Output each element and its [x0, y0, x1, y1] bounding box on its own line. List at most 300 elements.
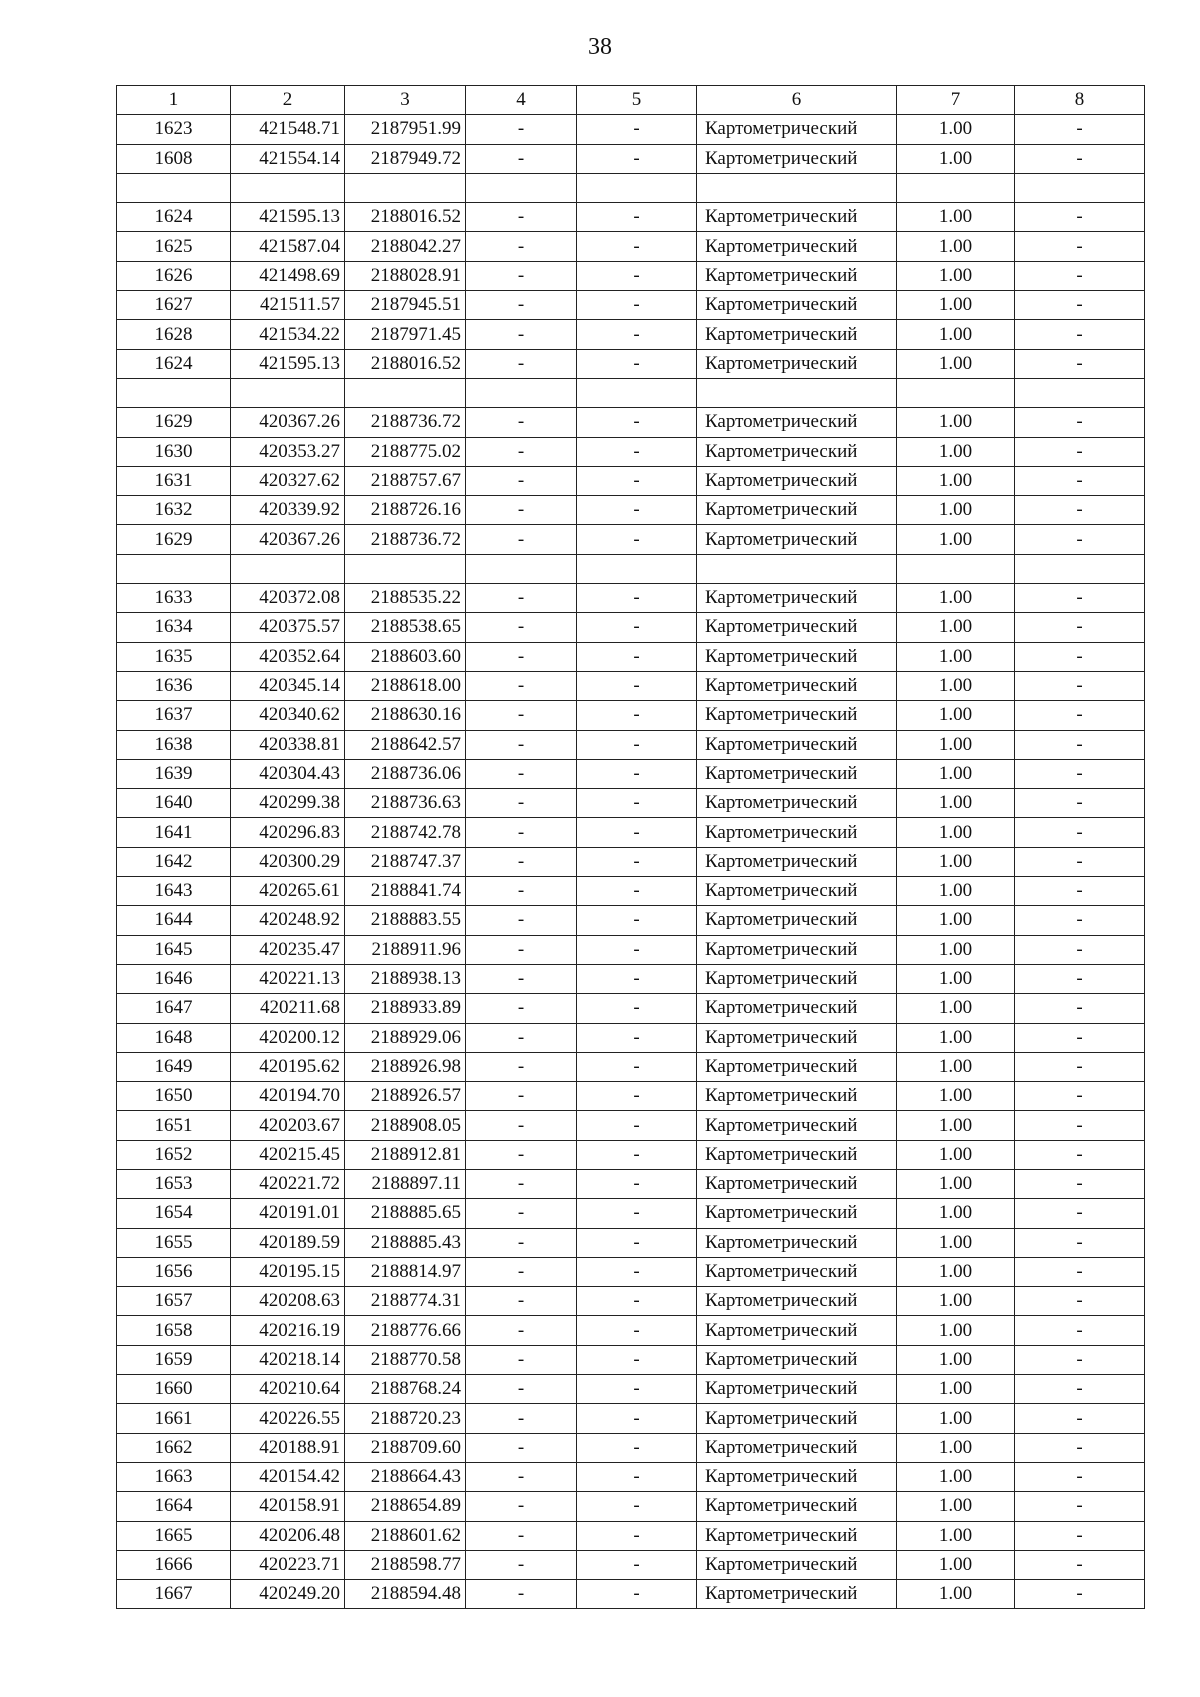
cell-point-number: 1638 [117, 730, 231, 759]
cell-x-coordinate: 420206.48 [231, 1521, 345, 1550]
cell-col-8 [1015, 173, 1145, 202]
table-row [117, 847, 1145, 876]
cell-x-coordinate: 421498.69 [231, 261, 345, 290]
cell-accuracy [897, 554, 1015, 583]
cell-accuracy: 1.00 [897, 906, 1015, 935]
cell-method: Картометрический [697, 730, 897, 759]
separator-row [117, 554, 1145, 583]
cell-accuracy: 1.00 [897, 789, 1015, 818]
cell-col-5: - [577, 320, 697, 349]
cell-accuracy: 1.00 [897, 466, 1015, 495]
cell-col-5: - [577, 584, 697, 613]
cell-method: Картометрический [697, 1023, 897, 1052]
cell-y-coordinate: 2188720.23 [345, 1404, 466, 1433]
cell-method: Картометрический [697, 496, 897, 525]
cell-x-coordinate: 420249.20 [231, 1580, 345, 1609]
table-row [117, 789, 1145, 818]
cell-col-8: - [1015, 847, 1145, 876]
cell-col-8: - [1015, 466, 1145, 495]
cell-method: Картометрический [697, 1199, 897, 1228]
cell-y-coordinate: 2188775.02 [345, 437, 466, 466]
cell-point-number: 1637 [117, 701, 231, 730]
cell-method: Картометрический [697, 261, 897, 290]
cell-point-number: 1664 [117, 1492, 231, 1521]
cell-accuracy: 1.00 [897, 1492, 1015, 1521]
cell-point-number: 1655 [117, 1228, 231, 1257]
cell-x-coordinate: 420195.62 [231, 1052, 345, 1081]
cell-y-coordinate: 2188736.72 [345, 525, 466, 554]
table-row [117, 1550, 1145, 1579]
cell-point-number: 1650 [117, 1082, 231, 1111]
cell-accuracy: 1.00 [897, 1316, 1015, 1345]
page-number: 38 [588, 34, 612, 60]
cell-accuracy: 1.00 [897, 1375, 1015, 1404]
cell-col-8: - [1015, 1316, 1145, 1345]
cell-y-coordinate: 2188885.43 [345, 1228, 466, 1257]
cell-col-8: - [1015, 1462, 1145, 1491]
cell-x-coordinate: 420189.59 [231, 1228, 345, 1257]
column-header-6: 6 [697, 86, 897, 115]
table-row [117, 525, 1145, 554]
cell-point-number: 1660 [117, 1375, 231, 1404]
cell-point-number: 1629 [117, 525, 231, 554]
cell-point-number: 1626 [117, 261, 231, 290]
cell-col-4: - [466, 847, 577, 876]
cell-method: Картометрический [697, 1169, 897, 1198]
cell-y-coordinate: 2188535.22 [345, 584, 466, 613]
cell-col-5: - [577, 1052, 697, 1081]
cell-method: Картометрический [697, 466, 897, 495]
cell-accuracy: 1.00 [897, 1111, 1015, 1140]
cell-x-coordinate: 421587.04 [231, 232, 345, 261]
table-row [117, 730, 1145, 759]
table-row [117, 1169, 1145, 1198]
cell-point-number: 1640 [117, 789, 231, 818]
cell-accuracy: 1.00 [897, 203, 1015, 232]
cell-point-number: 1624 [117, 349, 231, 378]
cell-x-coordinate: 420203.67 [231, 1111, 345, 1140]
cell-y-coordinate: 2188028.91 [345, 261, 466, 290]
cell-accuracy: 1.00 [897, 1082, 1015, 1111]
cell-col-4: - [466, 115, 577, 144]
table-body [117, 115, 1145, 1609]
cell-col-4: - [466, 877, 577, 906]
cell-accuracy: 1.00 [897, 1462, 1015, 1491]
cell-col-4: - [466, 466, 577, 495]
cell-y-coordinate: 2188768.24 [345, 1375, 466, 1404]
cell-col-4 [466, 173, 577, 202]
cell-y-coordinate: 2188926.57 [345, 1082, 466, 1111]
cell-y-coordinate: 2188933.89 [345, 994, 466, 1023]
table-row [117, 964, 1145, 993]
cell-y-coordinate: 2188726.16 [345, 496, 466, 525]
cell-col-8: - [1015, 1404, 1145, 1433]
table-row [117, 877, 1145, 906]
cell-x-coordinate: 420299.38 [231, 789, 345, 818]
cell-x-coordinate: 420191.01 [231, 1199, 345, 1228]
cell-col-5: - [577, 1082, 697, 1111]
cell-point-number: 1647 [117, 994, 231, 1023]
cell-col-5 [577, 378, 697, 407]
cell-point-number: 1625 [117, 232, 231, 261]
table-row [117, 701, 1145, 730]
cell-point-number: 1654 [117, 1199, 231, 1228]
cell-accuracy: 1.00 [897, 935, 1015, 964]
cell-col-5: - [577, 994, 697, 1023]
cell-accuracy: 1.00 [897, 437, 1015, 466]
cell-x-coordinate: 421548.71 [231, 115, 345, 144]
cell-x-coordinate: 421554.14 [231, 144, 345, 173]
cell-y-coordinate: 2188908.05 [345, 1111, 466, 1140]
cell-method: Картометрический [697, 1462, 897, 1491]
separator-row [117, 173, 1145, 202]
cell-col-5: - [577, 349, 697, 378]
cell-col-4: - [466, 1023, 577, 1052]
table-row [117, 1492, 1145, 1521]
cell-y-coordinate: 2188885.65 [345, 1199, 466, 1228]
cell-method: Картометрический [697, 1580, 897, 1609]
cell-col-5: - [577, 1580, 697, 1609]
cell-col-8: - [1015, 994, 1145, 1023]
column-header-8: 8 [1015, 86, 1145, 115]
cell-point-number: 1627 [117, 291, 231, 320]
cell-accuracy [897, 173, 1015, 202]
cell-col-4: - [466, 818, 577, 847]
cell-accuracy: 1.00 [897, 496, 1015, 525]
cell-col-5: - [577, 759, 697, 788]
cell-col-8: - [1015, 437, 1145, 466]
cell-accuracy: 1.00 [897, 261, 1015, 290]
cell-accuracy: 1.00 [897, 1287, 1015, 1316]
coordinates-table [116, 85, 1145, 1609]
cell-col-4: - [466, 1521, 577, 1550]
cell-col-8: - [1015, 496, 1145, 525]
cell-method: Картометрический [697, 232, 897, 261]
cell-method: Картометрический [697, 1082, 897, 1111]
cell-col-4: - [466, 935, 577, 964]
cell-col-5: - [577, 408, 697, 437]
cell-col-4: - [466, 789, 577, 818]
cell-accuracy: 1.00 [897, 232, 1015, 261]
column-header-5: 5 [577, 86, 697, 115]
cell-point-number: 1639 [117, 759, 231, 788]
cell-point-number: 1649 [117, 1052, 231, 1081]
column-header-2: 2 [231, 86, 345, 115]
cell-x-coordinate: 421595.13 [231, 203, 345, 232]
cell-method: Картометрический [697, 701, 897, 730]
cell-x-coordinate: 420353.27 [231, 437, 345, 466]
cell-col-8: - [1015, 1433, 1145, 1462]
cell-x-coordinate: 421595.13 [231, 349, 345, 378]
cell-accuracy: 1.00 [897, 701, 1015, 730]
cell-accuracy: 1.00 [897, 1580, 1015, 1609]
cell-col-5: - [577, 1111, 697, 1140]
cell-x-coordinate [231, 378, 345, 407]
cell-x-coordinate: 420216.19 [231, 1316, 345, 1345]
cell-y-coordinate: 2188603.60 [345, 642, 466, 671]
table-row [117, 1228, 1145, 1257]
cell-method: Картометрический [697, 1111, 897, 1140]
table-row [117, 1287, 1145, 1316]
cell-method: Картометрический [697, 877, 897, 906]
cell-col-8: - [1015, 291, 1145, 320]
table-row [117, 466, 1145, 495]
cell-point-number: 1659 [117, 1345, 231, 1374]
cell-col-4: - [466, 437, 577, 466]
cell-point-number: 1656 [117, 1257, 231, 1286]
cell-accuracy: 1.00 [897, 1169, 1015, 1198]
cell-x-coordinate: 420208.63 [231, 1287, 345, 1316]
cell-point-number: 1646 [117, 964, 231, 993]
cell-col-8: - [1015, 144, 1145, 173]
cell-col-5: - [577, 1550, 697, 1579]
cell-y-coordinate: 2188747.37 [345, 847, 466, 876]
cell-col-5: - [577, 906, 697, 935]
cell-y-coordinate: 2187945.51 [345, 291, 466, 320]
cell-x-coordinate: 420367.26 [231, 408, 345, 437]
cell-col-8 [1015, 554, 1145, 583]
cell-col-8: - [1015, 1140, 1145, 1169]
cell-x-coordinate: 420235.47 [231, 935, 345, 964]
column-header-1: 1 [117, 86, 231, 115]
table-header [117, 86, 1145, 115]
cell-point-number: 1608 [117, 144, 231, 173]
cell-accuracy: 1.00 [897, 818, 1015, 847]
cell-point-number [117, 173, 231, 202]
cell-x-coordinate: 420340.62 [231, 701, 345, 730]
cell-col-8: - [1015, 1345, 1145, 1374]
column-header-7: 7 [897, 86, 1015, 115]
cell-col-5: - [577, 730, 697, 759]
cell-y-coordinate [345, 173, 466, 202]
cell-y-coordinate: 2188016.52 [345, 203, 466, 232]
cell-y-coordinate: 2188736.72 [345, 408, 466, 437]
cell-point-number: 1652 [117, 1140, 231, 1169]
cell-method: Картометрический [697, 759, 897, 788]
cell-method: Картометрический [697, 1404, 897, 1433]
cell-point-number: 1657 [117, 1287, 231, 1316]
cell-x-coordinate: 420188.91 [231, 1433, 345, 1462]
cell-x-coordinate: 421511.57 [231, 291, 345, 320]
cell-col-8: - [1015, 1199, 1145, 1228]
cell-col-8: - [1015, 1375, 1145, 1404]
cell-col-4: - [466, 584, 577, 613]
cell-point-number: 1629 [117, 408, 231, 437]
cell-method: Картометрический [697, 349, 897, 378]
cell-method: Картометрический [697, 525, 897, 554]
table-row [117, 349, 1145, 378]
cell-col-5: - [577, 701, 697, 730]
cell-col-4: - [466, 1580, 577, 1609]
cell-col-5 [577, 173, 697, 202]
cell-accuracy: 1.00 [897, 1345, 1015, 1374]
cell-x-coordinate: 420345.14 [231, 671, 345, 700]
cell-point-number: 1624 [117, 203, 231, 232]
cell-col-8 [1015, 378, 1145, 407]
cell-point-number: 1643 [117, 877, 231, 906]
cell-col-4: - [466, 701, 577, 730]
cell-col-4: - [466, 759, 577, 788]
cell-col-4: - [466, 1052, 577, 1081]
cell-col-8: - [1015, 1111, 1145, 1140]
table-row [117, 1257, 1145, 1286]
cell-y-coordinate: 2188938.13 [345, 964, 466, 993]
cell-method: Картометрический [697, 437, 897, 466]
cell-point-number: 1623 [117, 115, 231, 144]
cell-y-coordinate: 2188642.57 [345, 730, 466, 759]
cell-col-8: - [1015, 1169, 1145, 1198]
cell-col-8: - [1015, 671, 1145, 700]
cell-x-coordinate: 420218.14 [231, 1345, 345, 1374]
cell-point-number: 1635 [117, 642, 231, 671]
cell-x-coordinate: 420210.64 [231, 1375, 345, 1404]
cell-y-coordinate: 2187949.72 [345, 144, 466, 173]
table-row [117, 203, 1145, 232]
cell-method: Картометрический [697, 1228, 897, 1257]
cell-y-coordinate: 2188042.27 [345, 232, 466, 261]
cell-col-5: - [577, 1169, 697, 1198]
cell-col-8: - [1015, 964, 1145, 993]
cell-accuracy: 1.00 [897, 1052, 1015, 1081]
cell-col-8: - [1015, 1228, 1145, 1257]
cell-col-5: - [577, 203, 697, 232]
table-row [117, 1052, 1145, 1081]
cell-col-5: - [577, 1257, 697, 1286]
cell-accuracy: 1.00 [897, 291, 1015, 320]
cell-method: Картометрический [697, 847, 897, 876]
cell-accuracy: 1.00 [897, 994, 1015, 1023]
cell-col-8: - [1015, 525, 1145, 554]
cell-x-coordinate: 420226.55 [231, 1404, 345, 1433]
cell-col-5: - [577, 818, 697, 847]
table-row [117, 496, 1145, 525]
table-row [117, 671, 1145, 700]
table-row [117, 291, 1145, 320]
cell-accuracy: 1.00 [897, 847, 1015, 876]
cell-y-coordinate: 2188601.62 [345, 1521, 466, 1550]
cell-method [697, 554, 897, 583]
cell-col-8: - [1015, 584, 1145, 613]
cell-y-coordinate: 2188654.89 [345, 1492, 466, 1521]
cell-accuracy: 1.00 [897, 1228, 1015, 1257]
cell-x-coordinate: 420195.15 [231, 1257, 345, 1286]
cell-point-number: 1665 [117, 1521, 231, 1550]
cell-y-coordinate: 2188912.81 [345, 1140, 466, 1169]
cell-col-4: - [466, 144, 577, 173]
cell-x-coordinate: 420221.13 [231, 964, 345, 993]
cell-col-8: - [1015, 1023, 1145, 1052]
cell-method: Картометрический [697, 671, 897, 700]
table-row [117, 818, 1145, 847]
cell-y-coordinate: 2188618.00 [345, 671, 466, 700]
cell-accuracy: 1.00 [897, 1257, 1015, 1286]
cell-accuracy: 1.00 [897, 144, 1015, 173]
cell-col-5: - [577, 642, 697, 671]
cell-y-coordinate: 2188598.77 [345, 1550, 466, 1579]
cell-col-8: - [1015, 349, 1145, 378]
cell-col-4: - [466, 349, 577, 378]
cell-col-8: - [1015, 1257, 1145, 1286]
cell-col-8: - [1015, 701, 1145, 730]
cell-col-5: - [577, 1199, 697, 1228]
cell-x-coordinate: 420221.72 [231, 1169, 345, 1198]
cell-accuracy: 1.00 [897, 1404, 1015, 1433]
cell-accuracy: 1.00 [897, 1140, 1015, 1169]
cell-x-coordinate: 420223.71 [231, 1550, 345, 1579]
cell-point-number: 1644 [117, 906, 231, 935]
cell-col-4: - [466, 1433, 577, 1462]
cell-method: Картометрический [697, 1375, 897, 1404]
cell-col-4: - [466, 1404, 577, 1433]
cell-method: Картометрический [697, 584, 897, 613]
cell-col-4: - [466, 613, 577, 642]
table-row [117, 1082, 1145, 1111]
cell-point-number: 1642 [117, 847, 231, 876]
cell-method: Картометрический [697, 1287, 897, 1316]
cell-method: Картометрический [697, 1052, 897, 1081]
cell-accuracy: 1.00 [897, 1023, 1015, 1052]
cell-point-number: 1632 [117, 496, 231, 525]
cell-col-5: - [577, 935, 697, 964]
cell-col-5: - [577, 789, 697, 818]
table-row [117, 642, 1145, 671]
cell-col-5: - [577, 1316, 697, 1345]
cell-col-5: - [577, 115, 697, 144]
cell-point-number: 1661 [117, 1404, 231, 1433]
cell-col-5: - [577, 1345, 697, 1374]
table-row [117, 935, 1145, 964]
cell-x-coordinate: 420154.42 [231, 1462, 345, 1491]
cell-point-number: 1645 [117, 935, 231, 964]
cell-x-coordinate: 420248.92 [231, 906, 345, 935]
cell-col-8: - [1015, 613, 1145, 642]
cell-col-4: - [466, 261, 577, 290]
cell-method: Картометрический [697, 1257, 897, 1286]
cell-method: Картометрический [697, 994, 897, 1023]
cell-y-coordinate: 2188926.98 [345, 1052, 466, 1081]
cell-col-5 [577, 554, 697, 583]
cell-y-coordinate: 2188883.55 [345, 906, 466, 935]
cell-col-4: - [466, 320, 577, 349]
cell-col-8: - [1015, 818, 1145, 847]
cell-method: Картометрический [697, 320, 897, 349]
table-row [117, 584, 1145, 613]
cell-col-8: - [1015, 759, 1145, 788]
table-row [117, 115, 1145, 144]
cell-x-coordinate: 420327.62 [231, 466, 345, 495]
header-row [117, 86, 1145, 115]
cell-y-coordinate: 2188594.48 [345, 1580, 466, 1609]
cell-point-number: 1651 [117, 1111, 231, 1140]
cell-x-coordinate: 420158.91 [231, 1492, 345, 1521]
cell-col-5: - [577, 466, 697, 495]
cell-col-4: - [466, 964, 577, 993]
cell-point-number: 1634 [117, 613, 231, 642]
cell-point-number [117, 378, 231, 407]
cell-x-coordinate: 420215.45 [231, 1140, 345, 1169]
cell-accuracy: 1.00 [897, 115, 1015, 144]
cell-col-8: - [1015, 1580, 1145, 1609]
cell-col-4: - [466, 1492, 577, 1521]
cell-col-4: - [466, 1316, 577, 1345]
cell-method: Картометрический [697, 1521, 897, 1550]
cell-col-5: - [577, 964, 697, 993]
cell-col-4: - [466, 232, 577, 261]
cell-col-8: - [1015, 115, 1145, 144]
table-row [117, 232, 1145, 261]
table-row [117, 759, 1145, 788]
cell-x-coordinate: 420211.68 [231, 994, 345, 1023]
